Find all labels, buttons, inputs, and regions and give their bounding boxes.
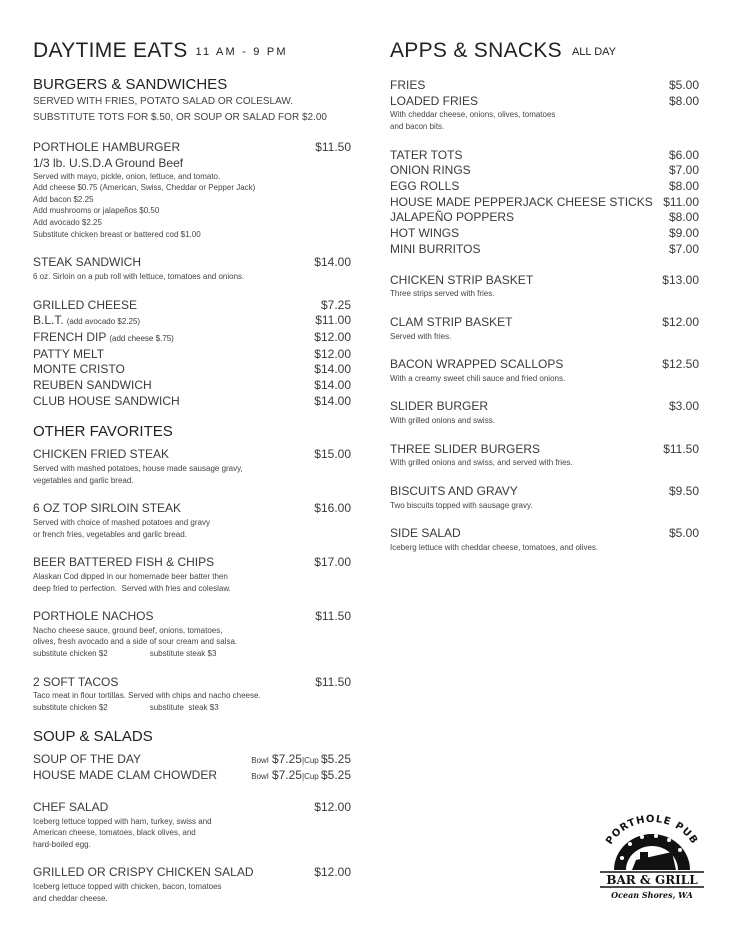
cup-label: Cup <box>304 772 321 782</box>
item-note: (add avocado $2.25) <box>66 317 141 327</box>
item-description: and bacon bits. <box>390 122 445 131</box>
item-name-wrap <box>390 315 512 331</box>
item-group <box>33 609 351 659</box>
item-name-wrap <box>33 347 104 363</box>
cup-price: $5.25 <box>320 751 351 766</box>
item-name: BEER BATTERED FISH & CHIPS <box>33 555 215 570</box>
item-name-wrap <box>33 378 152 394</box>
item-name: ONION RINGS <box>390 163 471 178</box>
item-price: $8.00 <box>668 179 699 193</box>
item-name: MINI BURRITOS <box>390 241 481 256</box>
item-row <box>390 273 699 289</box>
item-name: REUBEN SANDWICH <box>33 378 152 393</box>
item-row <box>33 752 351 769</box>
item-row <box>33 768 351 785</box>
item-group <box>33 501 351 540</box>
item-name-wrap <box>33 555 214 571</box>
menu-item <box>390 273 699 300</box>
item-name-wrap <box>390 526 461 542</box>
item-price: $12.00 <box>662 314 699 329</box>
item-price-options <box>251 752 351 769</box>
item-name-wrap <box>33 501 181 517</box>
menu-item <box>33 609 351 659</box>
item-description: With grilled onions and swiss, and served with fries. <box>390 458 573 468</box>
item-group <box>390 442 699 469</box>
item-price: $8.00 <box>668 93 699 108</box>
menu-item <box>33 768 351 785</box>
item-name: PATTY MELT <box>33 346 105 361</box>
item-row <box>390 399 699 415</box>
item-price: $12.00 <box>314 799 351 814</box>
item-name: BACON WRAPPED SCALLOPS <box>390 357 564 372</box>
hours: 11 AM - 9 PM <box>195 46 288 58</box>
menu-item <box>390 226 699 242</box>
menu-item <box>390 94 699 133</box>
item-name: CHEF SALAD <box>33 799 109 814</box>
item-name: EGG ROLLS <box>390 179 460 193</box>
item-description: olives, fresh avocado and a side of sour cream and salsa. <box>33 637 238 647</box>
item-name-wrap <box>390 179 459 195</box>
item-row <box>33 675 351 691</box>
item-description: Taco meat in flour tortillas. Served with chips and nacho cheese. <box>33 691 261 701</box>
item-name-wrap <box>390 484 518 500</box>
cup-label: Cup <box>304 755 321 765</box>
item-description: Iceberg lettuce topped with ham, turkey, swiss and <box>33 816 212 826</box>
item-name: FRIES <box>390 78 426 92</box>
menu-item <box>33 140 351 240</box>
section-note: SERVED WITH FRIES, POTATO SALAD OR COLESLAW. <box>33 96 294 107</box>
menu-item <box>33 298 351 314</box>
item-row <box>390 195 699 211</box>
item-row <box>390 148 699 164</box>
item-description: With grilled onions and swiss. <box>390 416 495 426</box>
menu-section <box>33 728 351 905</box>
item-price: $11.50 <box>315 674 351 689</box>
section-heading: OTHER FAVORITES <box>33 423 173 441</box>
item-group <box>390 78 699 133</box>
item-row <box>33 347 351 363</box>
section-heading: BURGERS & SANDWICHES <box>33 76 228 93</box>
logo-arc-text: PORTHOLE PUB <box>604 813 700 847</box>
item-description: Served with fries. <box>390 331 452 341</box>
item-row <box>390 163 699 179</box>
item-name-wrap <box>33 675 118 691</box>
item-name: MONTE CRISTO <box>33 362 125 377</box>
item-description: Substitute chicken breast or battered cod $1.00 <box>33 229 201 239</box>
bowl-label: Bowl <box>251 772 269 782</box>
item-name: CHICKEN STRIP BASKET <box>390 272 534 287</box>
price-separator: | <box>301 755 305 765</box>
item-description: Served with mayo, pickle, onion, lettuce, and tomato. <box>33 171 221 181</box>
menu-item <box>390 484 699 511</box>
item-name: HOUSE MADE PEPPERJACK CHEESE STICKS <box>390 194 653 209</box>
item-row <box>33 394 351 410</box>
item-row <box>390 526 699 542</box>
menu-item <box>33 255 351 282</box>
apps-snacks-column <box>390 36 699 554</box>
item-name: PORTHOLE NACHOS <box>33 609 154 624</box>
item-row <box>33 140 351 156</box>
item-price: $11.50 <box>315 609 351 624</box>
item-row <box>33 865 351 881</box>
item-description: deep fried to perfection. Served with fries and coleslaw. <box>33 583 231 593</box>
item-row <box>390 484 699 500</box>
item-row <box>33 378 351 394</box>
item-group <box>390 273 699 300</box>
item-description: Iceberg lettuce with cheddar cheese, tomatoes, and olives. <box>390 543 599 552</box>
item-description: 6 oz. Sirloin on a pub roll with lettuce, tomatoes and onions. <box>33 271 245 281</box>
item-group <box>390 315 699 342</box>
section-note: SUBSTITUTE TOTS FOR $.50, OR SOUP OR SALAD FOR $2.00 <box>33 112 327 123</box>
item-name: THREE SLIDER BURGERS <box>390 441 541 456</box>
item-name: LOADED FRIES <box>390 93 479 108</box>
menu-item <box>33 501 351 540</box>
item-name-wrap <box>390 273 533 289</box>
item-row <box>390 357 699 373</box>
item-name-wrap <box>33 800 108 816</box>
item-name: JALAPEÑO POPPERS <box>390 210 515 225</box>
item-row <box>390 94 699 110</box>
item-group <box>33 298 351 410</box>
item-price: $7.00 <box>668 163 699 178</box>
item-description: Alaskan Cod dipped in our homemade beer batter then <box>33 571 228 581</box>
item-description: Add cheese $0.75 (American, Swiss, Cheddar or Pepper Jack) <box>33 183 256 193</box>
item-name-wrap <box>390 357 563 373</box>
item-row <box>33 313 351 330</box>
item-row <box>33 609 351 625</box>
menu-item <box>390 442 699 469</box>
item-name-wrap <box>33 768 217 784</box>
menu-item <box>390 195 699 211</box>
menu-item <box>33 362 351 378</box>
item-name-wrap <box>390 94 478 110</box>
item-row <box>33 501 351 517</box>
item-row <box>390 442 699 458</box>
item-name: TATER TOTS <box>390 147 463 162</box>
item-price: $11.00 <box>315 313 351 328</box>
bowl-price: $7.25 <box>268 751 302 766</box>
item-name-wrap <box>390 442 540 458</box>
menu-item <box>390 399 699 426</box>
bowl-price: $7.25 <box>268 768 302 783</box>
item-name: SLIDER BURGER <box>390 399 489 414</box>
menu-item <box>390 179 699 195</box>
item-price: $14.00 <box>314 393 351 408</box>
item-description: or french fries, vegetables and garlic bread. <box>33 529 187 539</box>
item-name: SIDE SALAD <box>390 526 461 541</box>
item-name-wrap <box>33 298 137 314</box>
item-substitutions <box>33 702 351 714</box>
item-row <box>390 210 699 226</box>
item-name: GRILLED CHEESE <box>33 297 138 312</box>
cup-price: $5.25 <box>320 768 351 783</box>
menu-item <box>33 447 351 486</box>
item-name-wrap <box>390 163 471 179</box>
menu-item <box>390 210 699 226</box>
sections <box>390 78 699 554</box>
item-price: $17.00 <box>314 555 351 570</box>
item-description: vegetables and garlic bread. <box>33 475 134 485</box>
item-name: HOUSE MADE CLAM CHOWDER <box>33 768 218 783</box>
item-price: $11.50 <box>315 140 351 154</box>
item-name-wrap <box>390 399 488 415</box>
item-name: BISCUITS AND GRAVY <box>390 484 518 498</box>
item-name-wrap <box>33 752 141 768</box>
item-group <box>33 752 351 785</box>
item-name-wrap <box>390 226 459 242</box>
item-name-wrap <box>390 195 653 211</box>
item-group <box>33 255 351 282</box>
item-description: hard-boiled egg. <box>33 839 91 849</box>
item-row <box>33 447 351 463</box>
logo-main-text: BAR & GRILL <box>606 873 698 887</box>
hours: ALL DAY <box>571 46 616 58</box>
item-group <box>390 148 699 258</box>
item-name: SOUP OF THE DAY <box>33 751 142 766</box>
item-name: 2 SOFT TACOS <box>33 674 119 689</box>
item-price: $15.00 <box>314 447 351 462</box>
menu-item <box>390 315 699 342</box>
substitution: substitute chicken $2 <box>33 702 108 712</box>
item-group <box>33 447 351 486</box>
menu-item <box>390 526 699 553</box>
section-heading: SOUP & SALADS <box>33 727 153 745</box>
item-row <box>33 255 351 271</box>
page-title <box>390 36 699 66</box>
item-name-wrap <box>33 609 153 625</box>
menu-item <box>33 865 351 904</box>
item-price: $9.50 <box>668 484 699 498</box>
item-row <box>33 555 351 571</box>
item-price: $6.00 <box>668 147 699 162</box>
item-price: $14.00 <box>314 378 351 393</box>
item-name: CLAM STRIP BASKET <box>390 314 513 329</box>
logo-location: Ocean Shores, WA <box>611 890 693 900</box>
item-price: $8.00 <box>668 210 699 225</box>
item-group <box>33 865 351 904</box>
menu-item <box>33 800 351 850</box>
item-description: Iceberg lettuce topped with chicken, bacon, tomatoes <box>33 882 222 892</box>
item-group <box>390 357 699 384</box>
menu-item <box>33 330 351 347</box>
item-name-wrap <box>33 313 140 330</box>
item-row <box>390 226 699 242</box>
item-description: Add bacon $2.25 <box>33 194 94 204</box>
menu-item <box>33 555 351 594</box>
item-description: With cheddar cheese, onions, olives, tomatoes <box>390 110 556 120</box>
menu-item <box>390 148 699 164</box>
item-price: $12.00 <box>314 346 351 361</box>
item-name: CLUB HOUSE SANDWICH <box>33 393 180 408</box>
menu-item <box>33 394 351 410</box>
item-name: STEAK SANDWICH <box>33 255 142 270</box>
menu-item <box>33 313 351 330</box>
item-price: $5.00 <box>668 78 699 92</box>
price-separator: | <box>301 772 305 782</box>
item-description: Two biscuits topped with sausage gravy. <box>390 500 533 510</box>
item-group <box>33 800 351 850</box>
page-title <box>33 36 351 66</box>
sections <box>33 76 351 904</box>
item-group <box>390 526 699 553</box>
menu-section <box>33 423 351 713</box>
item-name: PORTHOLE HAMBURGER <box>33 140 181 154</box>
item-name-wrap <box>390 148 462 164</box>
item-row <box>390 242 699 258</box>
item-description: American cheese, tomatoes, black olives, and <box>33 828 196 838</box>
item-name-wrap <box>33 394 180 410</box>
item-name: 6 OZ TOP SIRLOIN STEAK <box>33 501 182 516</box>
menu-item <box>33 347 351 363</box>
item-price-options <box>251 768 351 785</box>
item-price: $7.25 <box>320 297 351 312</box>
item-description: Three strips served with fries. <box>390 289 495 299</box>
item-price: $14.00 <box>314 362 351 377</box>
item-name-wrap <box>33 255 141 271</box>
menu-item <box>33 752 351 769</box>
menu-section <box>33 76 351 409</box>
item-group <box>33 555 351 594</box>
item-price: $16.00 <box>314 501 351 516</box>
item-name: B.L.T. <box>33 313 64 328</box>
item-price: $12.00 <box>314 329 351 344</box>
daytime-eats-column <box>33 36 351 904</box>
item-price: $11.00 <box>663 194 699 209</box>
item-price: $14.00 <box>314 255 351 270</box>
item-group <box>390 484 699 511</box>
item-price: $12.00 <box>314 865 351 880</box>
item-name: CHICKEN FRIED STEAK <box>33 447 170 462</box>
item-price: $3.00 <box>668 399 699 414</box>
menu-section <box>390 78 699 554</box>
item-name-wrap <box>33 330 174 347</box>
item-price: $11.50 <box>663 441 699 456</box>
item-row <box>33 298 351 314</box>
item-description: Served with choice of mashed potatoes and gravy <box>33 518 210 528</box>
menu-item <box>390 242 699 258</box>
item-group <box>33 140 351 240</box>
bowl-label: Bowl <box>251 755 269 765</box>
item-name: HOT WINGS <box>390 226 460 241</box>
item-name-wrap <box>390 78 425 94</box>
item-price: $7.00 <box>668 241 699 256</box>
item-name-wrap <box>33 865 254 881</box>
item-description: Nacho cheese sauce, ground beef, onions, tomatoes, <box>33 625 223 635</box>
item-group <box>390 399 699 426</box>
menu-item <box>390 78 699 94</box>
item-price: $9.00 <box>668 226 699 241</box>
item-description: and cheddar cheese. <box>33 893 108 903</box>
item-name-wrap <box>33 447 169 463</box>
title-text: APPS & SNACKS <box>390 39 562 62</box>
item-price: $5.00 <box>668 526 699 541</box>
item-substitutions <box>33 648 351 660</box>
item-name-wrap <box>390 242 480 258</box>
item-name-wrap <box>33 362 125 378</box>
item-row <box>33 800 351 816</box>
item-row <box>33 330 351 347</box>
menu-item <box>390 163 699 179</box>
menu-item <box>390 357 699 384</box>
item-description: Add avocado $2.25 <box>33 218 102 228</box>
item-name-wrap <box>33 140 180 156</box>
item-row <box>33 362 351 378</box>
item-row <box>390 78 699 94</box>
item-row <box>390 179 699 195</box>
substitution: substitute steak $3 <box>149 649 217 659</box>
item-name-wrap <box>390 210 514 226</box>
item-name: FRENCH DIP <box>33 329 107 344</box>
menu-item <box>33 378 351 394</box>
item-group <box>33 675 351 714</box>
title-text: DAYTIME EATS <box>33 39 188 62</box>
item-description: Served with mashed potatoes, house made sausage gravy, <box>33 464 243 474</box>
item-name: GRILLED OR CRISPY CHICKEN SALAD <box>33 865 254 880</box>
item-row <box>390 315 699 331</box>
item-description: With a creamy sweet chili sauce and fried onions. <box>390 373 566 383</box>
item-note: (add cheese $.75) <box>109 333 174 343</box>
logo-graphic <box>592 808 712 903</box>
item-description: Add mushrooms or jalapeños $0.50 <box>33 206 160 216</box>
substitution: substitute chicken $2 <box>33 649 108 659</box>
substitution: substitute steak $3 <box>149 702 219 712</box>
item-subtitle: 1/3 lb. U.S.D.A Ground Beef <box>33 155 184 170</box>
item-price: $13.00 <box>662 272 699 287</box>
porthole-pub-logo <box>592 808 712 903</box>
item-price: $12.50 <box>662 357 699 372</box>
menu-item <box>33 675 351 714</box>
